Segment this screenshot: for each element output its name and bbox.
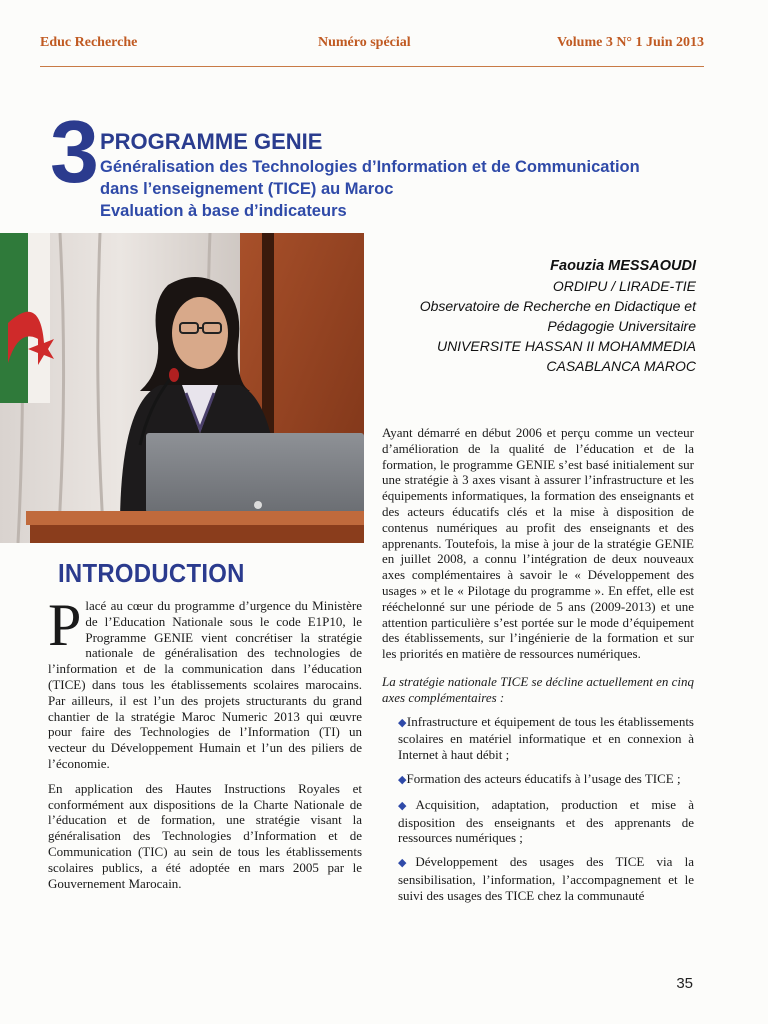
bullet-text: Formation des acteurs éducatifs à l’usage des TICE ; <box>406 770 681 786</box>
page-number: 35 <box>676 975 693 992</box>
article-title: PROGRAMME GENIE <box>100 129 323 154</box>
article-number: 3 <box>50 102 99 201</box>
dropcap: P <box>48 592 82 658</box>
author-block <box>366 256 696 376</box>
issue-label: Numéro spécial <box>318 35 411 50</box>
left-column <box>48 592 362 900</box>
diamond-bullet-icon: ◆ <box>398 799 416 812</box>
affiliation-line: CASABLANCA MAROC <box>546 358 696 374</box>
affiliation-line: ORDIPU / LIRADE-TIE <box>552 278 696 294</box>
affiliation-line: Pédagogie Universitaire <box>547 318 696 334</box>
diamond-bullet-icon: ◆ <box>398 716 407 729</box>
affiliation-line: Observatoire de Recherche en Didactique et <box>419 298 696 314</box>
subtitle-line: Généralisation des Technologies d’Information et de Communication <box>100 158 640 176</box>
author-name: Faouzia MESSAOUDI <box>550 258 696 274</box>
bullet-item <box>382 771 694 789</box>
affiliation-line: UNIVERSITE HASSAN II MOHAMMEDIA <box>436 338 696 354</box>
bullet-text: Infrastructure et équipement de tous les établissements scolaires en matériel informatique et en connexion à Internet à haut débit ; <box>398 713 694 763</box>
bullet-text: Développement des usages des TICE via la sensibilisation, l’information, l’accompagnement et le suivi des usages des TICE chez la communauté <box>398 854 694 903</box>
diamond-bullet-icon: ◆ <box>398 773 407 786</box>
header-rule <box>40 66 704 67</box>
journal-name: Educ Recherche <box>40 35 138 50</box>
author-photo <box>0 233 364 543</box>
subtitle-line: Evaluation à base d’indicateurs <box>100 202 347 220</box>
paragraph: Ayant démarré en début 2006 et perçu comme un vecteur d’amélioration de la qualité de l’éducation et de la formation, le programme GENIE s’est basé initialement sur une stratégie à 3 axes visant à assurer l’infrastructure et les équipements informatiques, la formation des enseignants et des acteurs éducatifs clés et la mise à disposition de contenus numériques au profit des enseignants et des apprenants. Toutefois, la mise à jour de la stratégie GENIE en juillet 2008, a connu l’intégration de deux nouveaux axes complémentaires à savoir le « Développement des usages » et le « Pilotage du programme ». En effet, elle est rééchelonné sur une période de 5 ans (2009-2013) et une attention particulière s’est portée sur le mode d’équipement des établissements, sur l’ingénierie de la formation et sur les priorités en matière de ressources numériques. <box>382 425 694 662</box>
section-heading: INTRODUCTION <box>58 558 245 588</box>
subtitle-line: dans l’enseignement (TICE) au Maroc <box>100 180 394 198</box>
right-column <box>382 425 694 912</box>
diamond-bullet-icon: ◆ <box>398 857 416 870</box>
article-subtitle <box>100 156 710 222</box>
bullet-text: Acquisition, adaptation, production et mise à disposition des enseignants et des apprenants de ressources numériques ; <box>398 796 694 846</box>
paragraph: En application des Hautes Instructions Royales et conformément aux dispositions de la Charte Nationale de l’éducation et de formation, une stratégie visant la généralisation des Technologies d’Information et de Communication (TIC) au sein de tous les établissements scolaires publics, a été adoptée en mars 2005 par le Gouvernement Marocain. <box>48 780 362 891</box>
paragraph-text: lacé au cœur du programme d’urgence du Ministère de l’Education Nationale sous le code E1P10, le Programme GENIE vient concrétiser la stratégie nationale de généralisation des technologies de l’information et de la communication dans l’éducation (TICE) dans tous les établissements scolaires marocains. Par ailleurs, il est l’un des projets structurants du grand chantier de la stratégie Maroc Numeric 2013 qui œuvre pour faire des Technologies de l’Information (TI) un vecteur du Développement Humain et l’un des piliers de l’économie. <box>48 598 362 771</box>
bullet-item <box>382 797 694 846</box>
bullet-item <box>382 714 694 763</box>
subheading: La stratégie nationale TICE se décline actuellement en cinq axes complémentaires : <box>382 673 694 705</box>
bullet-item <box>382 854 694 903</box>
paragraph <box>48 592 362 772</box>
volume-info: Volume 3 N° 1 Juin 2013 <box>556 35 704 50</box>
